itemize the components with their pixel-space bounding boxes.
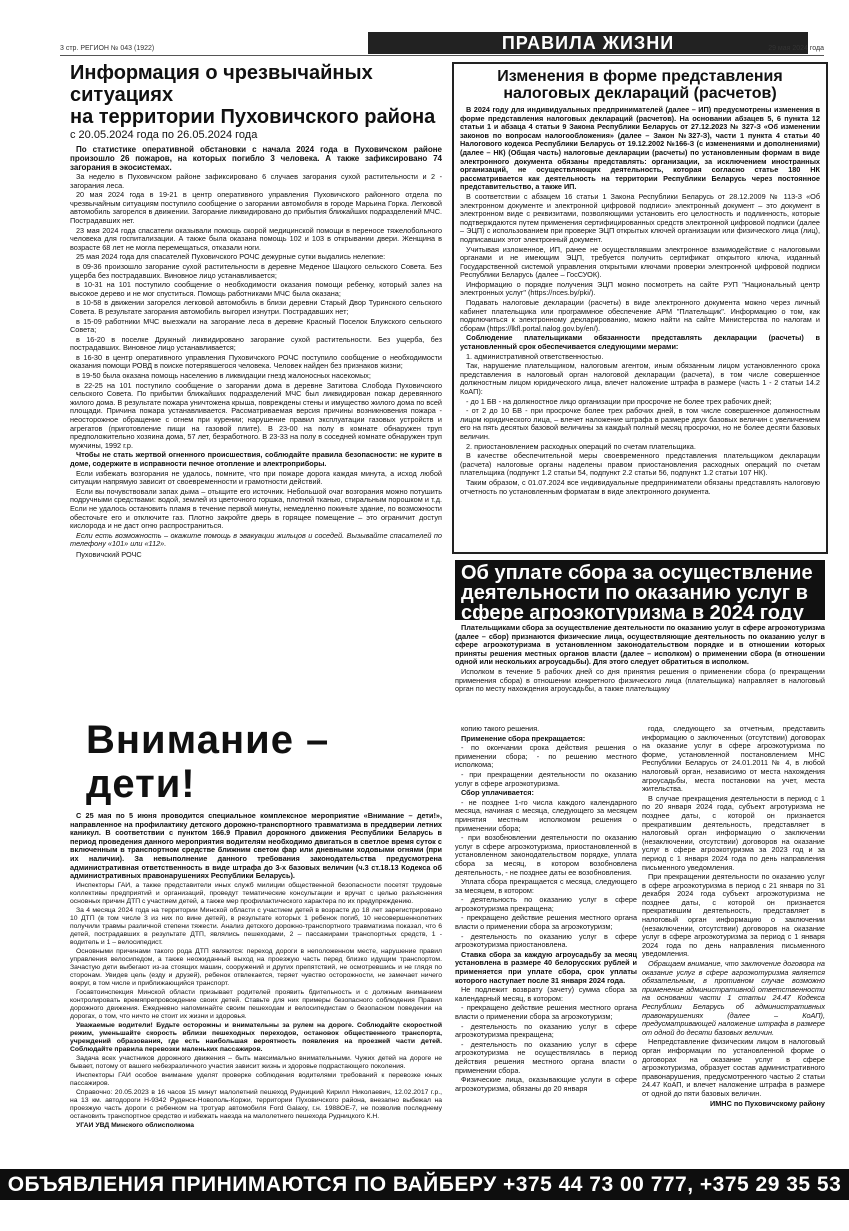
emergency-safety-note: Чтобы не стать жертвой огненного происшествия, соблюдайте правила безопасности: не курите в доме, содержите в исправности печное отопление и электроприборы. [70, 450, 442, 468]
tax-paragraph: Учитывая изложенное, ИП, ранее не осуществлявшим электронное взаимодействие с налоговыми органами и не имеющим ЭЦП, требуется получить сертификат открытого ключа, изданный Государственной системой управления открытыми ключами проверки электронной цифровой подписи Республики Беларусь (далее – ГосСУОК). [460, 244, 820, 280]
tax-article-box [452, 62, 828, 554]
agro-paragraph: Исполком в течение 5 рабочих дней со дня принятия решения о применении сбора (о прекращении применения сбора) в отношении конкретного физического лица (плательщика) направляет в налоговый орган по месту нахождения агроусадьбы, а также плательщику [455, 666, 825, 694]
tax-article [460, 68, 820, 552]
emergency-paragraph: в 15-09 работники МЧС выезжали на загорание леса в деревне Красный Поселок Блужского сельского Совета; [70, 316, 442, 335]
emergency-paragraph: За неделю в Пуховичском районе зафиксировано 6 случаев загорания сухой растительности и 2 - загорания леса. [70, 172, 442, 190]
agro-paragraph: - не позднее 1-го числа каждого календарного месяца, начиная с месяца, следующего за месяцем принятия местным исполкомом решения о применении сбора; [455, 797, 637, 833]
agro-column-right [642, 725, 825, 1195]
emergency-paragraph: в 16-20 в поселке Дружный ликвидировано загорание сухой растительности. Без ущерба, без пострадавших. Виновное лицо устанавливается; [70, 334, 442, 353]
attention-intro: С 25 мая по 5 июня проводится специальное комплексное мероприятие «Внимание – дети!», направленное на профилактику детского дорожно-транспортного травматизма в преддверии летних каникул. В соответствии с пунктом 166.9 Правил дорожного движения Республики Беларусь в период проведения данного мероприятия водителям необходимо двигаться в светлое время суток с включенным в транспортном средстве ближним светом фар или дневными ходовыми огнями (при их наличии). За невыполнение данного требования законодательства предусмотрена административная ответственность в виде штрафа до 3-х базовых величин (ч.3 ст.18.13 Кодекса об административных правонарушениях Республики Беларусь). [70, 811, 442, 881]
emergency-paragraph: в 22-25 на 101 поступило сообщение о загорании дома в деревне Затитова Слобода Пуховичского сельского Совета. По прибытии ближайших подразделений МЧС был ликвидирован пожар деревянного жилого дома. В результате пожара уничтожена крыша, повреждены стены и имущество жилого дома по всей площади. Причина пожара устанавливается. Рассматриваемая версия причины возникновения пожара - неосторожное обращение с огнем при курении; нарушение правил эксплуатации газовых устройств и агрегатов (приготовление пищи на газовой плите). В 23-00 на полу в комнате обнаружен труп предположительно хозяина дома, 57 лет, безработного. В 23-33 на полу в соседней комнате обнаружен труп мужчины, 1992 г.р. [70, 380, 442, 450]
tax-paragraph: Таким образом, с 01.07.2024 все индивидуальные предприниматели обязаны представлять налоговую отчетность по установленным форматам в виде электронного документа. [460, 477, 820, 496]
agro-paragraph: Сбор уплачивается: [461, 788, 534, 798]
agro-paragraph: - деятельность по оказанию услуг в сфере агроэкотуризма приостановлена. [455, 931, 637, 950]
agro-paragraph: - деятельность по оказанию услуг в сфере агроэкотуризма прекращена; [455, 895, 637, 913]
agro-paragraph: - при возобновлении деятельности по оказанию услуг в сфере агроэкотуризма, приостановленной в установленном законодательством порядке, уплата сбора за месяц, в котором возобновлена деятельность, - не позднее даты ее возобновления. [455, 833, 637, 877]
attention-drivers-appeal: Уважаемые водители! Будьте осторожны и внимательны за рулем на дороге. Соблюдайте скоростной режим, уменьшайте скорость вблизи пешеходных переходов, остановок общественного транспорта, учреждений образования, где есть наибольшая вероятность появления на проезжей части детей. Соблюдайте правила перевозки маленьких пассажиров. [70, 1021, 442, 1053]
agro-paragraph: Физические лица, оказывающие услуги в сфере агроэкотуризма, обязаны до 20 января [455, 1075, 637, 1093]
issue-number: 3 стр. РЕГИОН № 043 (1922) [60, 45, 155, 52]
tax-paragraph: 2. приостановлением расходных операций по счетам плательщика. [466, 441, 696, 451]
agro-paragraph: Ставка сбора за каждую агроусадьбу за месяц установлена в размере 40 белорусских рублей и применяется при уплате сбора, срок уплаты которого наступает после 31 января 2024 года. [455, 949, 637, 985]
emergency-paragraph: 23 мая 2024 года спасатели оказывали помощь скорой медицинской помощи в переносе тяжелобольного человека для госпитализации. А также была оказана помощь 102 и 103 в открывании двери. Женщина в возрасте 68 лет не могла перемещаться, отказали ноги. [70, 225, 442, 252]
emergency-paragraph: в 10-58 в движении загорелся легковой автомобиль в близи деревни Старый Двор Туринского сельского Совета. В результате загорания автомобиль выгорел изнутри. Пострадавших нет; [70, 298, 442, 316]
agro-paragraph: Не подлежит возврату (зачету) сумма сбора за календарный месяц, в котором: [455, 985, 637, 1003]
agro-signature: ИМНС по Пуховичскому району [709, 1098, 825, 1108]
agro-paragraph: - деятельность по оказанию услуг в сфере агроэкотуризма прекращена; [455, 1021, 637, 1040]
agro-paragraph: Непредставление физическим лицом в налоговый орган информации по установленной форме о договорах на оказание услуг в сфере агроэкотуризма, образует состав административного правонарушения, предусмотренного частью 2 статьи 24.47 КоАП, и влечет наложение штрафа в размере от одной до пяти базовых величин. [642, 1037, 825, 1098]
agro-paragraph: года, следующего за отчетным, представить информацию о заключенных (отсутствии) договорах на оказание услуг в сфере агроэкотуризма по форме, установленной постановлением МНС Республики Беларусь от 24.01.2011 № 4, в любой налоговый орган, независимо от места нахождения агроусадьбы, места постановки на учет, места жительства. [642, 725, 825, 794]
agro-paragraph: копию такого решения. [461, 725, 540, 733]
emergency-paragraph: Если вы почувствовали запах дыма – отыщите его источник. Небольшой очаг возгорания можно потушить подручными средствами: водой, землей из цветочного горшка, плотной тканью, стиральным порошком и т.д. Если не удалось остановить пламя в течение первой минуты, немедленно покиньте здание, по возможности обесточьте его и отключите газ. Плотно закройте дверь в горящее помещение – это ограничит доступ кислорода и не даст огню распространиться. [70, 486, 442, 531]
emergency-period: с 20.05.2024 года по 26.05.2024 года [70, 129, 258, 141]
attention-paragraph: За 4 месяца 2024 года на территории Минской области с участием детей в возрасте до 18 лет зарегистрировано 10 ДТП (в том числе 3 из них по вине детей), в результате которых 1 ребенок погиб, 10 несовершеннолетних получили травмы различной степени тяжести. Анализ детского дорожно-транспортного травматизма показал, что 6 детей, пострадавших в результате ДТП, являлись пешеходами, 2 – пассажирами транспортных средств, 1 - водитель и 1 – велосипедист. [70, 906, 442, 946]
tax-paragraph: Так, нарушение плательщиком, налоговым агентом, иным обязанным лицом установленного срока представления в налоговый орган налоговой декларации (расчета), в том числе совершенное должностным лицом юридического лица, влечет наложение штрафа в размере (часть 1 - 2 статьи 14.2 КоАП): [460, 361, 820, 396]
ads-footer-banner: ОБЪЯВЛЕНИЯ ПРИНИМАЮТСЯ ПО ВАЙБЕРУ +375 44 73 00 777, +375 29 35 53 005 [0, 1169, 849, 1200]
agro-paragraph: - по окончании срока действия решения о применении сбора; - по решению местного исполкома; [455, 743, 637, 770]
tax-paragraph: - до 1 БВ - на должностное лицо организации при просрочке не более трех рабочих дней; [466, 396, 772, 406]
tax-paragraph: 1. административной ответственностью. [466, 351, 604, 361]
agro-title: Об уплате сбора за осуществление деятельности по оказанию услуг в сфере агроэкотуризма в 2024 году [455, 560, 825, 620]
tax-title: Изменения в форме представления налоговых деклараций (расчетов) [497, 68, 783, 102]
attention-paragraph: Задача всех участников дорожного движения – быть максимально внимательными. Чужих детей на дороге не бывает, потому от вашего небезразличного участия зависит жизнь и здоровье подрастающего поколения. [70, 1054, 442, 1070]
emergency-paragraph: в 16-30 в центр оперативного управления Пуховичского РОЧС поступило сообщение о необходимости оказания помощи РОВД в поиске потерявшегося человека. Человек найден без признаков жизни; [70, 352, 442, 371]
tax-paragraph: В 2024 году для индивидуальных предпринимателей (далее – ИП) предусмотрены изменения в форме представления налоговых деклараций (расчетов). На основании абзацев 5, 6 пункта 12 статьи 1 и абзаца 4 статьи 9 Закона Республики Беларусь от 27.12.2023 № 327-З «Об изменении законов по вопросам налогообложения» (далее – Закон №327-З), части 1 пункта 4 статьи 40 Налогового кодекса Республики Беларусь от 19.12.2002 №166-З (с изменениями и дополнениями) (далее – НК) (Общая часть) налоговые декларации (расчеты) по установленным формам в виде электронного документа обязаны представлять: организации, за исключением иностранных организаций, не осуществляющих деятельность, которая согласно статье 180 НК рассматривается как деятельность на территории Республики Беларусь через постоянное представительство, а также ИП. [460, 105, 820, 192]
emergency-paragraph: в 09-36 произошло загорание сухой растительности в деревне Меденое Шацкого сельского Совета. Без ущерба без пострадавших. Виновное лицо устанавливается; [70, 261, 442, 280]
emergency-paragraph: Если есть возможность – окажите помощь в эвакуации жильцов и соседей. Вызывайте спасателей по телефону «101» или «112». [70, 530, 442, 549]
tax-paragraph: Подавать налоговые декларации (расчеты) в виде электронного документа можно через личный кабинет плательщика или программное обеспечение АРМ "Плательщик". Информацию о том, как подключиться к электронному декларированию, можно найти на сайте Министерства по налогам и сборам (https://lkfl.portal.nalog.gov.by/en/). [460, 298, 820, 333]
attention-paragraph: Инспекторы ГАИ особое внимание уделят проверке соблюдения водителями требований к перевозке юных пассажиров. [70, 1071, 442, 1087]
issue-date: 29 мая 2024 года [768, 45, 824, 52]
attention-signature: УГАИ УВД Минского облисполкома [76, 1121, 195, 1129]
agro-paragraph: Обращаем внимание, что заключение договора на оказание услуг в сфере агроэкотуризма является обязательным, в противном случае возможно применение административной ответственности на основании части 1 статьи 24.47 Кодекса Республики Беларусь об административных правонарушениях (далее – КоАП), предусматривающей наложение штрафа в размере от одной до десяти базовых величин. [642, 959, 825, 1037]
agro-paragraph: Плательщиками сбора за осуществление деятельности по оказанию услуг в сфере агроэкотуризма (далее – сбор) признаются физические лица, осуществляющие деятельность по оказанию услуг в сфере агроэкотуризма в установленном законодательством порядке и в отношении которых приняты решения местных органов власти (далее – исполком) о применении сбора (в отношении одной или нескольких агроусадьбы). Для этого следует обратиться в исполком. [455, 624, 825, 667]
attention-title: Внимание – дети! [86, 718, 330, 806]
emergency-paragraph: 25 мая 2024 года для спасателей Пуховичского РОЧС дежурные сутки выдались нелегкие: [76, 252, 386, 262]
agro-column-left [455, 725, 637, 1195]
emergency-paragraph: в 19-50 была оказана помощь населению в ликвидации гнезд жалоносных насекомых; [76, 371, 371, 381]
attention-paragraph: Инспекторы ГАИ, а также представители иных служб милиции общественной безопасности посетят трудовые коллективы предприятий и организаций, проведут тематические консультации и вручат с целью разъяснения основных причин ДТП с участием детей, а также мер профилактического характера по их предупреждению. [70, 881, 442, 905]
emergency-paragraph: Если избежать возгорания не удалось, помните, что при пожаре дорога каждая минута, а исход любой ситуации напрямую зависит от своевременности и грамотности действий. [70, 468, 442, 487]
attention-paragraph: Госавтоинспекция Минской области призывает родителей проявить бдительность и с должным вниманием контролировать времяпрепровождение своих детей. Ставьте для них примеры безопасного соблюдения Правил дорожного движения. Ежедневно напоминайте своим пешеходам и велосипедистам о безопасном поведении на дорогах, о том, что ничто не стоит их жизни и здоровья. [70, 988, 442, 1020]
emergency-paragraph: 20 мая 2024 года в 19-21 в центр оперативного управления Пуховичского районного отдела по чрезвычайным ситуациям поступило сообщение о загорании автомобиля в городе Марьина Горка. Легковой автомобиль загорелся в движении. Загорание ликвидировано до прибытия ближайших подразделений МЧС. Пострадавших нет. [70, 190, 442, 225]
attention-article [70, 708, 442, 1194]
agro-paragraph: - при прекращении деятельности по оказанию услуг в сфере агроэкотуризма. [455, 769, 637, 788]
emergency-article [70, 62, 442, 702]
emergency-paragraph: в 10-31 на 101 поступило сообщение о необходимости оказания помощи ребенку, который залез на высокое дерево и не мог спуститься. Помощь работниками МЧС была оказана; [70, 280, 442, 298]
tax-paragraph: - от 2 до 10 БВ - при просрочке более трех рабочих дней, в том числе совершенное должностным лицом юридического лица, – влечет наложение штрафа в размере двух базовых величин с увеличением его на пять десятых базовой величины за каждый полный месяц просрочки, но не более десяти базовых величин. [460, 406, 820, 441]
attention-paragraph: Основными причинами такого рода ДТП являются: переход дороги в неположенном месте, нарушение правил управления велосипедом, а также неожиданный выход на проезжую часть перед близко идущим транспортом. Зачастую дети выбегают из-за стоящих машин, сооружений и других препятствий, не осмотревшись и не глядя по сторонам. Увидев цель (езду и друзей), ребенок отвлекается, теряет чувство осторожности, не замечает ничего вокруг, в том числе и приближающийся транспорт. [70, 947, 442, 987]
tax-paragraph: Информацию о порядке получения ЭЦП можно посмотреть на сайте РУП "Национальный центр электронных услуг" (https://nces.by/pki/). [460, 279, 820, 298]
tax-paragraph: В качестве обеспечительной меры своевременного представления плательщиком декларации (расчета) налоговые органы наделены правом приостановления расходных операций по счетам плательщика (подпункт 1.2 статьи 54, подпункт 2.2 статьи 56, подпункт 1.2 статьи 107 НК). [460, 451, 820, 478]
attention-reference: Справочно: 20.05.2023 в 16 часов 15 минут малолетний пешеход Рудницкий Кирилл Николаевич, 12.02.2017 г.р., на 13 км. автодороги Н-9342 Руденск-Новополь-Коржи, территории Пуховичского района, внезапно выбежал на проезжую часть дороги с ребенком на тротуар автомобиля Ford Galaxy, г.н. 1988ОЕ-7, не позволив последнему остановить транспортное средство и избежать наезда на малолетнего пешехода Рудницкого К.Н. [70, 1088, 442, 1120]
agro-paragraph: - прекращено действие решения местного органа власти о применении сбора за агроэкотуризм; [455, 1003, 637, 1021]
issue-line [60, 44, 824, 54]
tax-paragraph: Соблюдение плательщиками обязанности представлять декларации (расчеты) в установленный срок обеспечивается следующими мерами: [460, 333, 820, 352]
emergency-lead: По статистике оперативной обстановки с начала 2024 года в Пуховичском районе произошло 26 пожаров, на которых погибло 3 человека. А также зафиксировано 74 загорания в экосистемах. [70, 145, 442, 172]
agro-paragraph: Применение сбора прекращается: [461, 733, 586, 743]
section-title: ПРАВИЛА ЖИЗНИ [368, 32, 808, 54]
emergency-title-line1: Информация о чрезвычайных ситуациях [70, 62, 373, 106]
agro-paragraph: При прекращении деятельности по оказанию услуг в сфере агроэкотуризма в период с 21 января по 31 декабря 2024 года субъект агроэкотуризма не позднее даты, с которой он признается прекратившим деятельность, представляет в налоговый орган информацию о заключении (незаключении, отсутствии) договоров на оказание услуг в сфере агроэкотуризма за период с 1 января 2024 года по день направления письменного уведомления. [642, 872, 825, 959]
header-divider [60, 55, 824, 56]
agro-paragraph: - прекращено действие решения местного органа власти о применении сбора за агроэкотуризм; [455, 913, 637, 932]
emergency-signature: Пуховичский РОЧС [76, 549, 142, 559]
agro-paragraph: Уплата сбора прекращается с месяца, следующего за месяцем, в котором: [455, 877, 637, 895]
emergency-title-line2: на территории Пуховичского района [70, 106, 436, 128]
agro-paragraph: - деятельность по оказанию услуг в сфере агроэкотуризма не осуществлялась в период действия решения местного органа власти о применении сбора. [455, 1039, 637, 1075]
agro-paragraph: В случае прекращения деятельности в период с 1 по 20 января 2024 года, субъект агротуризма не позднее даты, с которой он признается прекратившим деятельность, представляет в налоговый орган информацию о заключении (незаключении, отсутствии) договоров на оказание услуг в сфере агроэкотуризма за 2023 год и за период с 1 января 2024 года по день направления письменного уведомления. [642, 793, 825, 872]
agro-intro [455, 624, 825, 720]
tax-paragraph: В соответствии с абзацем 16 статьи 1 Закона Республики Беларусь от 28.12.2009 № 113-З «Об электронном документе и электронной цифровой подписи» электронный документ – это документ в электронном виде с реквизитами, позволяющими установить его целостность и подлинность, которые подтверждаются путем применения сертифицированных средств электронной цифровой подписи (далее – ЭЦП) с использованием при проверке ЭЦП открытых ключей организации или физического лица (лиц), подписавших этот электронный документ. [460, 191, 820, 244]
